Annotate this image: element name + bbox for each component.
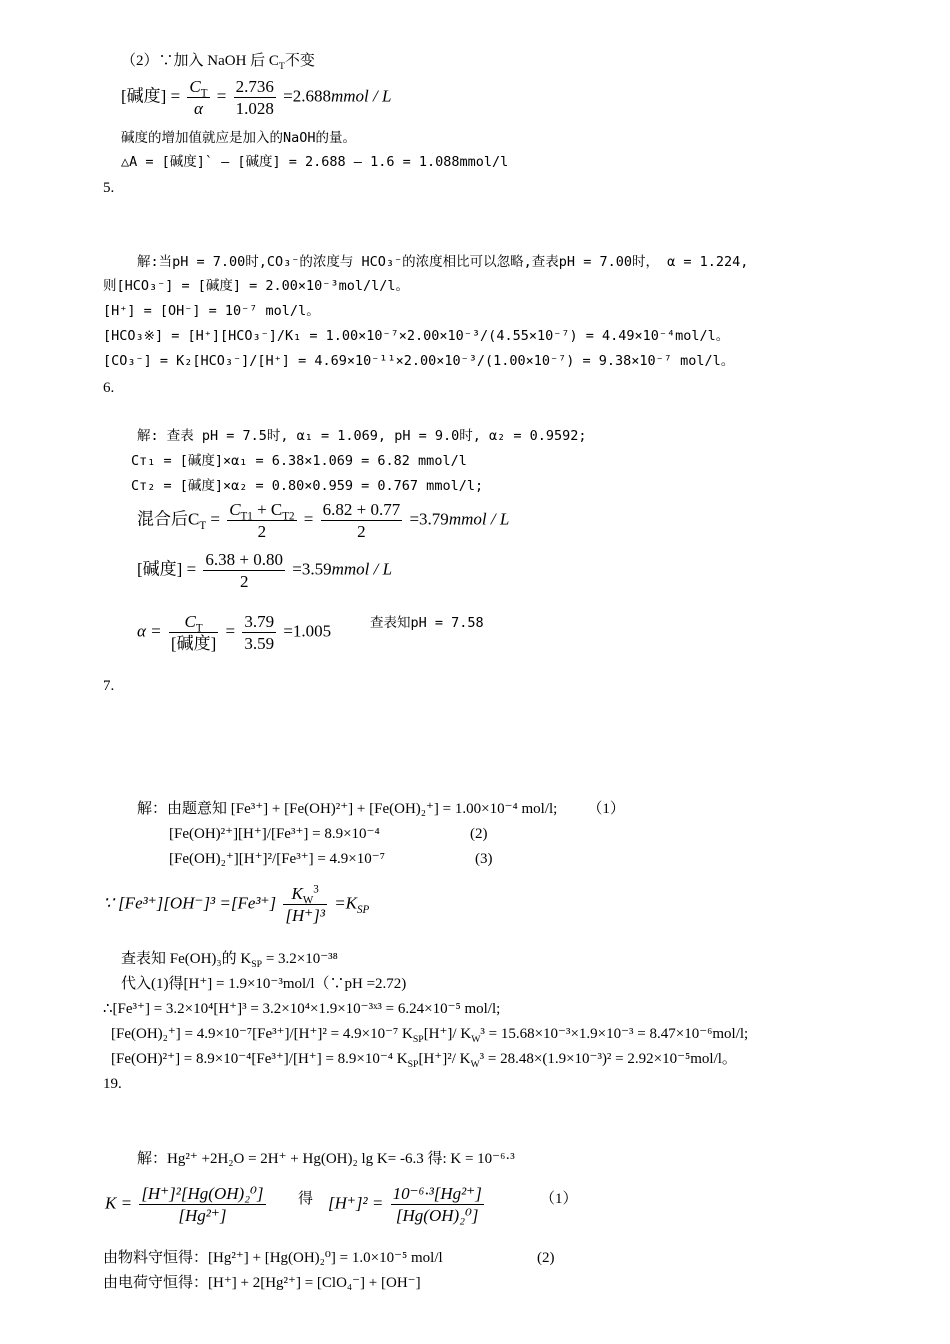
- q19-k-equation: K = $\frac{\text{[H⁺]²[Hg(OH)₂⁰]}}{\text{[Hg²⁺]}}$: [105, 1184, 264, 1226]
- alkalinity-equation: [碱度] = $\frac{C_T}{\alpha}$ = $\frac{2.736}{1.028}$ =2.688mmol / L: [121, 77, 392, 119]
- q19-therefore-label: 得: [298, 1191, 314, 1207]
- step-2-statement: （2）∵加入 NaOH 后 $C_T$不变: [121, 53, 315, 72]
- q5-solution-line-1: 解:当pH = 7.00时,CO₃⁻的浓度与 HCO₃⁻的浓度相比可以忽略,查表pH = 7.00时， α = 1.224,: [137, 254, 749, 270]
- alkalinity-increase-note: 碱度的增加值就应是加入的NaOH的量。: [121, 130, 357, 146]
- q6-alpha-equation: α = $\frac{C_T}{\text{[碱度]}}$ = $\frac{3.79}{3.59}$ =1.005: [137, 612, 332, 654]
- q7-fe3-result: ∴[Fe³⁺] = 3.2×10⁴[H⁺]³ = 3.2×10⁴×1.9×10⁻³ˣ³ = 6.24×10⁻⁵ mol/l;: [103, 1001, 501, 1017]
- q5-solution-line-4: [HCO₃※] = [H⁺][HCO₃⁻]/K₁ = 1.00×10⁻⁷×2.00×10⁻³/(4.55×10⁻⁷) = 4.49×10⁻⁴mol/l。: [103, 328, 730, 344]
- q7-solution-line-2: [Fe(OH)²⁺][H⁺]/[Fe³⁺] = 8.9×10⁻⁴: [169, 826, 380, 842]
- q7-ksp-lookup: 查表知 Fe(OH)₃的 $K_{SP} = 3.2\times 10^{-38}$: [121, 951, 338, 970]
- q19-charge-balance: 由电荷守恒得：[H⁺] + 2[Hg²⁺] = [ClO₄⁻] + [OH⁻]: [103, 1275, 421, 1291]
- q7-solution-line-1: 解：由题意知 [Fe³⁺] + [Fe(OH)²⁺] + [Fe(OH)₂⁺] = 1.00×10⁻⁴ mol/l; （1）: [137, 801, 625, 817]
- q6-ph-result: 查表知pH = 7.58: [370, 615, 484, 631]
- question-number-19: 19.: [103, 1076, 122, 1092]
- q19-h-equation: [H⁺]² = $\frac{\text{10⁻⁶·³[Hg²⁺]}}{\text{[Hg(OH)₂⁰]}}$: [328, 1184, 482, 1226]
- question-number-7: 7.: [103, 678, 115, 694]
- q7-feoh2-result: [Fe(OH)₂⁺] = 4.9×10⁻⁷[Fe³⁺]/[H⁺]² = 4.9×10⁻⁷ $K_{SP}[H^+]/$ $K_W^3 = 15.68\times 10^{-3}\times 1.9\times 10^{-3} = 8.47\times 10^{-6}mol/l$;: [111, 1026, 749, 1045]
- q6-mixed-alkalinity-equation: [碱度] = $\frac{6.38 + 0.80}{2}$ =3.59mmol / L: [137, 550, 393, 592]
- q6-solution-line-2: Cᴛ₁ = [碱度]×α₁ = 6.38×1.069 = 6.82 mmol/l: [131, 453, 467, 469]
- q7-feoh-result: [Fe(OH)²⁺] = 8.9×10⁻⁴[Fe³⁺]/[H⁺] = 8.9×10⁻⁴ $K_{SP}[H^+]^2/$ $K_W^3 = 28.48\times(1.9\times 10^{-3})^2 = 2.92\times 10^{-5}mol/l$。: [111, 1051, 737, 1070]
- q19-mass-balance: 由物料守恒得：[Hg²⁺] + [Hg(OH)₂⁰] = 1.0×10⁻⁵ mol/l: [103, 1250, 443, 1266]
- q5-solution-line-3: [H⁺] = [OH⁻] = 10⁻⁷ mol/l。: [103, 303, 320, 319]
- q19-eq-tag-1: （1）: [540, 1191, 578, 1207]
- q7-eq-tag-3: (3): [475, 851, 493, 867]
- q7-ksp-equation: ∵ [Fe³⁺][OH⁻]³ =[Fe³⁺] $\frac{K_W^3}{\text{[H⁺]³}}$ $=K_{SP}$: [103, 883, 370, 926]
- q5-solution-line-2: 则[HCO₃⁻] = [碱度] = 2.00×10⁻³mol/l/l。: [103, 278, 409, 294]
- q7-h-concentration: 代入(1)得[H⁺] = 1.9×10⁻³mol/l（∵pH =2.72): [121, 976, 407, 992]
- question-number-6: 6.: [103, 380, 115, 396]
- q6-solution-line-3: Cᴛ₂ = [碱度]×α₂ = 0.80×0.959 = 0.767 mmol/l;: [131, 478, 484, 494]
- q6-mixed-ct-equation: 混合后$C_T$ = $\frac{C_{T1} + C_{T2}}{2}$ = $\frac{6.82 + 0.77}{2}$ =3.79mmol / L: [137, 500, 510, 542]
- q19-reaction-line: 解：Hg²⁺ +2H₂O = 2H⁺ + Hg(OH)₂ lg K= -6.3 得: K = 10⁻⁶·³: [137, 1151, 515, 1167]
- q5-solution-line-5: [CO₃⁻] = K₂[HCO₃⁻]/[H⁺] = 4.69×10⁻¹¹×2.00×10⁻³/(1.00×10⁻⁷) = 9.38×10⁻⁷ mol/l。: [103, 353, 735, 369]
- delta-a-equation: △A = [碱度]` — [碱度] = 2.688 — 1.6 = 1.088mmol/l: [121, 154, 509, 170]
- q6-solution-line-1: 解: 查表 pH = 7.5时, α₁ = 1.069, pH = 9.0时, α₂ = 0.9592;: [137, 428, 587, 444]
- question-number-5: 5.: [103, 180, 115, 196]
- q19-eq-tag-2: (2): [537, 1250, 555, 1266]
- q7-eq-tag-2: (2): [470, 826, 488, 842]
- q7-solution-line-3: [Fe(OH)₂⁺][H⁺]²/[Fe³⁺] = 4.9×10⁻⁷: [169, 851, 385, 867]
